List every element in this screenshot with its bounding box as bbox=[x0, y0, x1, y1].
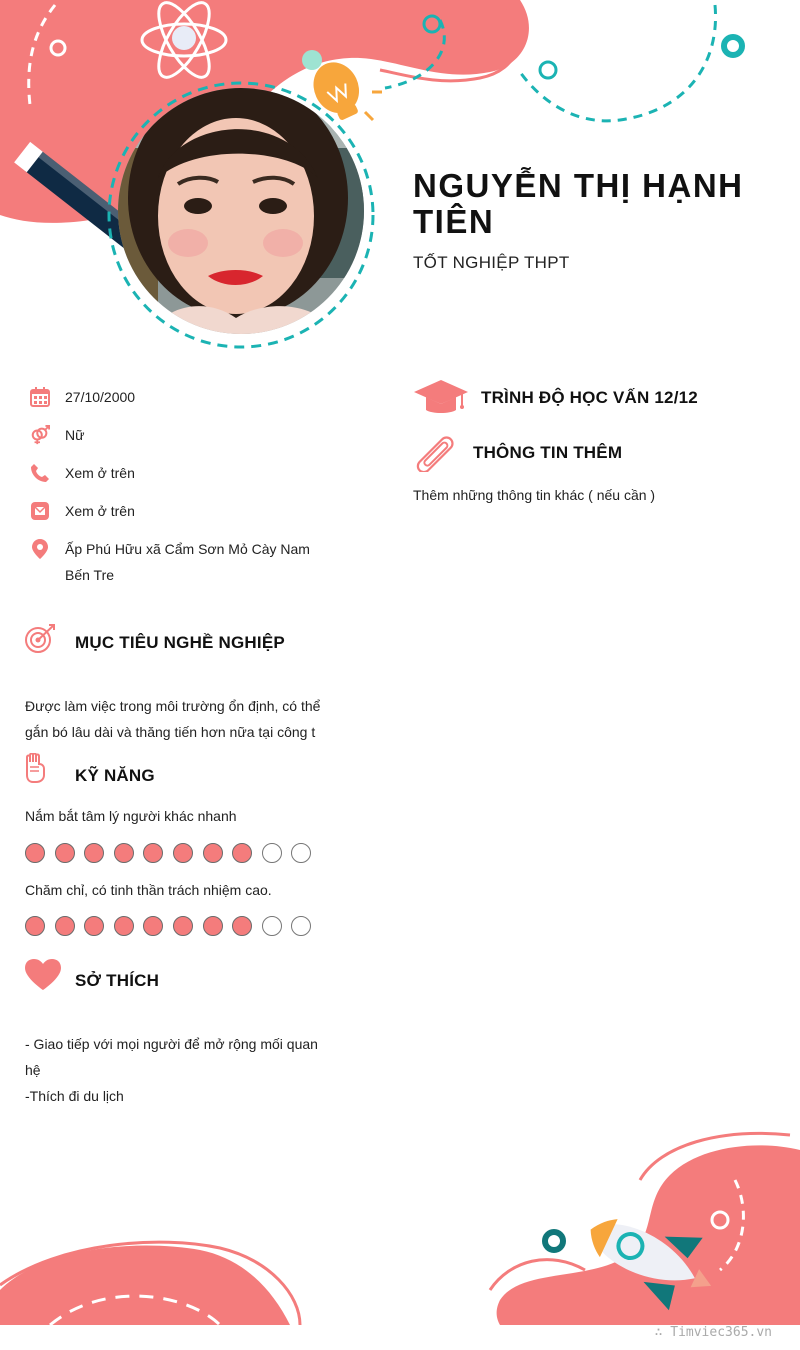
info-row-gender bbox=[30, 422, 330, 448]
heart-icon bbox=[24, 959, 62, 991]
info-row-address bbox=[30, 536, 330, 588]
skills-title: KỸ NĂNG bbox=[75, 766, 155, 785]
watermark bbox=[655, 1325, 772, 1340]
hobby-line: -Thích đi du lịch bbox=[25, 1088, 124, 1104]
rating-dot bbox=[25, 843, 45, 863]
phone-icon bbox=[30, 463, 50, 483]
rating-dot bbox=[291, 916, 311, 936]
rating-dot bbox=[262, 916, 282, 936]
info-text: Xem ở trên bbox=[65, 503, 135, 519]
rating-dot bbox=[173, 843, 193, 863]
email-icon bbox=[30, 501, 50, 521]
raised-fist-icon bbox=[24, 753, 48, 785]
paperclip-icon bbox=[416, 432, 460, 472]
skill-label: Nắm bắt tâm lý người khác nhanh bbox=[25, 808, 237, 824]
skill-label: Chăm chỉ, có tinh thần trách nhiệm cao. bbox=[25, 882, 272, 898]
rating-dot bbox=[143, 916, 163, 936]
rating-dot bbox=[114, 916, 134, 936]
profile-photo bbox=[118, 88, 364, 334]
info-row-birthday bbox=[30, 384, 330, 410]
footer-decoration bbox=[0, 1120, 800, 1325]
rating-dot bbox=[55, 916, 75, 936]
rating-dot bbox=[84, 916, 104, 936]
rating-dot bbox=[173, 916, 193, 936]
info-row-email bbox=[30, 498, 330, 524]
rating-dot bbox=[291, 843, 311, 863]
rating-dot bbox=[114, 843, 134, 863]
rating-dot bbox=[262, 843, 282, 863]
rating-dot bbox=[232, 916, 252, 936]
watermark-dots-icon: ∴ bbox=[654, 1325, 671, 1340]
skill-rating bbox=[25, 916, 325, 940]
skill-rating bbox=[25, 843, 325, 867]
hobby-line: - Giao tiếp với mọi người để mở rộng mối quan hệ bbox=[25, 1036, 318, 1078]
career-goal-text: Được làm việc trong môi trường ổn định, có thể gắn bó lâu dài và thăng tiến hơn nữa tại công t bbox=[25, 698, 321, 740]
rating-dot bbox=[143, 843, 163, 863]
info-text: 27/10/2000 bbox=[65, 389, 136, 405]
watermark-text: Timviec365.vn bbox=[670, 1325, 772, 1340]
location-pin-icon bbox=[30, 539, 50, 559]
rating-dot bbox=[232, 843, 252, 863]
rating-dot bbox=[25, 916, 45, 936]
candidate-name: NGUYỄN THỊ HẠNH TIÊN bbox=[413, 167, 744, 240]
rating-dot bbox=[203, 843, 223, 863]
additional-info-text: Thêm những thông tin khác ( nếu cần ) bbox=[413, 487, 656, 503]
rating-dot bbox=[84, 843, 104, 863]
graduation-cap-icon bbox=[414, 380, 468, 414]
target-icon bbox=[24, 622, 58, 656]
gender-icon bbox=[30, 425, 50, 445]
additional-info-title: THÔNG TIN THÊM bbox=[473, 443, 623, 462]
education-title: TRÌNH ĐỘ HỌC VẤN 12/12 bbox=[481, 388, 698, 407]
info-text: Nữ bbox=[65, 427, 85, 443]
calendar-icon bbox=[30, 387, 50, 407]
info-text: Ấp Phú Hữu xã Cẩm Sơn Mỏ Cày Nam Bến Tre bbox=[65, 541, 310, 583]
candidate-subtitle: TỐT NGHIỆP THPT bbox=[413, 253, 570, 272]
hobbies-title: SỞ THÍCH bbox=[75, 971, 160, 990]
career-goal-title: MỤC TIÊU NGHỀ NGHIỆP bbox=[75, 633, 285, 652]
rating-dot bbox=[55, 843, 75, 863]
info-text: Xem ở trên bbox=[65, 465, 135, 481]
info-row-phone bbox=[30, 460, 330, 486]
rating-dot bbox=[203, 916, 223, 936]
